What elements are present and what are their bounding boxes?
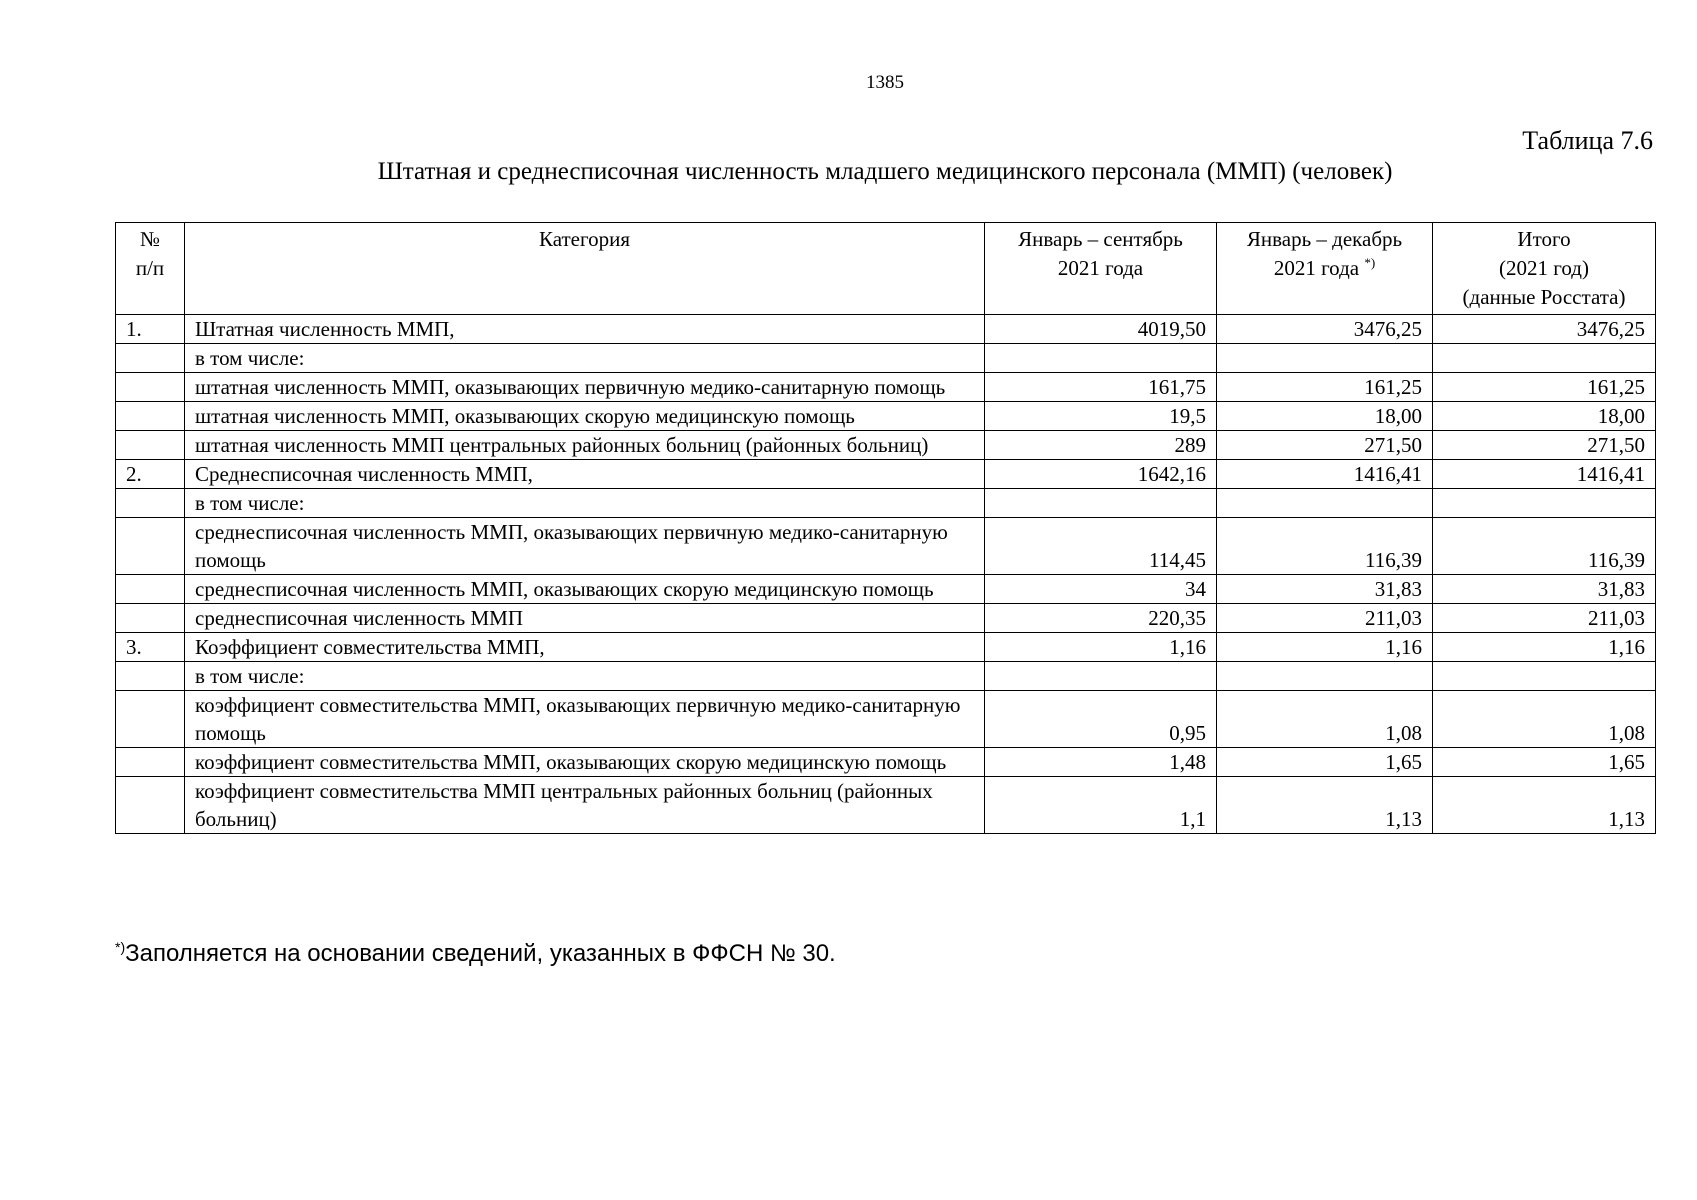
row-number [116, 402, 185, 431]
row-value-jan-dec: 31,83 [1217, 575, 1433, 604]
row-value-total [1433, 662, 1656, 691]
row-category: в том числе: [185, 489, 985, 518]
header-total-year: (2021 год) [1499, 256, 1589, 280]
row-category: штатная численность ММП центральных районных больниц (районных больниц) [185, 431, 985, 460]
row-value-total: 211,03 [1433, 604, 1656, 633]
header-number-abbr: п/п [135, 256, 165, 280]
header-jan-dec [1217, 223, 1433, 315]
header-jan-dec-year: 2021 года [1273, 256, 1360, 280]
table-label: Таблица 7.6 [1522, 126, 1653, 155]
row-category: Коэффициент совместительства ММП, [185, 633, 985, 662]
row-value-jan-sep: 161,75 [985, 373, 1217, 402]
table-row [116, 575, 1656, 604]
row-category: Штатная численность ММП, [185, 315, 985, 344]
row-number [116, 777, 185, 834]
row-number [116, 604, 185, 633]
row-number [116, 748, 185, 777]
row-number [116, 373, 185, 402]
footnote-marker: *) [115, 939, 126, 955]
table-row [116, 460, 1656, 489]
row-value-jan-dec: 116,39 [1217, 518, 1433, 575]
table-row [116, 748, 1656, 777]
row-number [116, 518, 185, 575]
header-number [116, 223, 185, 315]
header-total-source: (данные Росстата) [1462, 285, 1626, 309]
row-value-total: 271,50 [1433, 431, 1656, 460]
row-value-total: 18,00 [1433, 402, 1656, 431]
row-value-total: 1,13 [1433, 777, 1656, 834]
row-value-jan-dec: 1,13 [1217, 777, 1433, 834]
row-number [116, 662, 185, 691]
header-category: Категория [185, 223, 985, 315]
header-jan-sep-period: Январь – сентябрь [1018, 227, 1183, 251]
table-row [116, 402, 1656, 431]
row-value-jan-dec [1217, 489, 1433, 518]
row-category: коэффициент совместительства ММП, оказывающих первичную медико-санитарную помощь [185, 691, 985, 748]
row-value-jan-sep: 4019,50 [985, 315, 1217, 344]
row-category: коэффициент совместительства ММП, оказывающих скорую медицинскую помощь [185, 748, 985, 777]
row-value-jan-dec: 271,50 [1217, 431, 1433, 460]
row-value-total: 1,16 [1433, 633, 1656, 662]
header-jan-dec-period: Январь – декабрь [1246, 227, 1403, 251]
row-category: коэффициент совместительства ММП центральных районных больниц (районных больниц) [185, 777, 985, 834]
row-value-jan-dec [1217, 344, 1433, 373]
table-title: Штатная и среднесписочная численность младшего медицинского персонала (ММП) (человек) [377, 158, 1393, 185]
row-number [116, 431, 185, 460]
row-category: среднесписочная численность ММП, оказывающих скорую медицинскую помощь [185, 575, 985, 604]
row-category: Среднесписочная численность ММП, [185, 460, 985, 489]
table-row [116, 633, 1656, 662]
row-value-jan-sep: 1642,16 [985, 460, 1217, 489]
header-total [1433, 223, 1656, 315]
row-value-jan-dec: 1416,41 [1217, 460, 1433, 489]
row-number: 3. [116, 633, 185, 662]
table-row [116, 489, 1656, 518]
row-category: в том числе: [185, 662, 985, 691]
row-number: 2. [116, 460, 185, 489]
row-value-total: 1416,41 [1433, 460, 1656, 489]
table-row [116, 518, 1656, 575]
row-value-jan-sep [985, 489, 1217, 518]
row-value-total: 1,08 [1433, 691, 1656, 748]
table-row [116, 344, 1656, 373]
row-value-jan-sep: 220,35 [985, 604, 1217, 633]
row-category: среднесписочная численность ММП [185, 604, 985, 633]
staffing-table [115, 222, 1656, 834]
header-number-symbol: № [139, 227, 161, 251]
row-value-jan-sep [985, 662, 1217, 691]
row-value-jan-dec: 3476,25 [1217, 315, 1433, 344]
table-row [116, 373, 1656, 402]
row-value-jan-dec: 1,65 [1217, 748, 1433, 777]
row-value-jan-sep [985, 344, 1217, 373]
row-value-jan-dec: 1,16 [1217, 633, 1433, 662]
row-number [116, 691, 185, 748]
footnote-text: Заполняется на основании сведений, указанных в ФФСН № 30. [125, 940, 836, 967]
row-value-jan-sep: 0,95 [985, 691, 1217, 748]
row-category: штатная численность ММП, оказывающих скорую медицинскую помощь [185, 402, 985, 431]
row-number [116, 344, 185, 373]
header-jan-sep-year: 2021 года [1057, 256, 1144, 280]
row-value-total: 161,25 [1433, 373, 1656, 402]
row-category: в том числе: [185, 344, 985, 373]
header-jan-sep [985, 223, 1217, 315]
table-row [116, 315, 1656, 344]
row-value-jan-sep: 34 [985, 575, 1217, 604]
table-row [116, 431, 1656, 460]
row-value-jan-sep: 114,45 [985, 518, 1217, 575]
row-value-jan-dec: 18,00 [1217, 402, 1433, 431]
header-total-title: Итого [1517, 227, 1571, 251]
row-value-jan-dec: 1,08 [1217, 691, 1433, 748]
row-value-jan-sep: 289 [985, 431, 1217, 460]
row-number: 1. [116, 315, 185, 344]
table-row [116, 691, 1656, 748]
header-jan-dec-footnote-marker: *) [1364, 255, 1376, 270]
row-value-total: 31,83 [1433, 575, 1656, 604]
table-row [116, 604, 1656, 633]
footnote [115, 940, 836, 968]
row-value-jan-sep: 1,16 [985, 633, 1217, 662]
table-row [116, 777, 1656, 834]
row-category: штатная численность ММП, оказывающих первичную медико-санитарную помощь [185, 373, 985, 402]
table-header-row [116, 223, 1656, 315]
row-value-jan-sep: 1,48 [985, 748, 1217, 777]
row-value-jan-dec: 161,25 [1217, 373, 1433, 402]
row-value-jan-dec [1217, 662, 1433, 691]
row-value-jan-sep: 1,1 [985, 777, 1217, 834]
row-value-total [1433, 344, 1656, 373]
row-value-jan-sep: 19,5 [985, 402, 1217, 431]
row-number [116, 575, 185, 604]
row-value-total [1433, 489, 1656, 518]
row-value-total: 3476,25 [1433, 315, 1656, 344]
row-value-total: 116,39 [1433, 518, 1656, 575]
row-category: среднесписочная численность ММП, оказывающих первичную медико-санитарную помощь [185, 518, 985, 575]
row-number [116, 489, 185, 518]
page-number: 1385 [866, 72, 904, 93]
table-row [116, 662, 1656, 691]
row-value-jan-dec: 211,03 [1217, 604, 1433, 633]
row-value-total: 1,65 [1433, 748, 1656, 777]
